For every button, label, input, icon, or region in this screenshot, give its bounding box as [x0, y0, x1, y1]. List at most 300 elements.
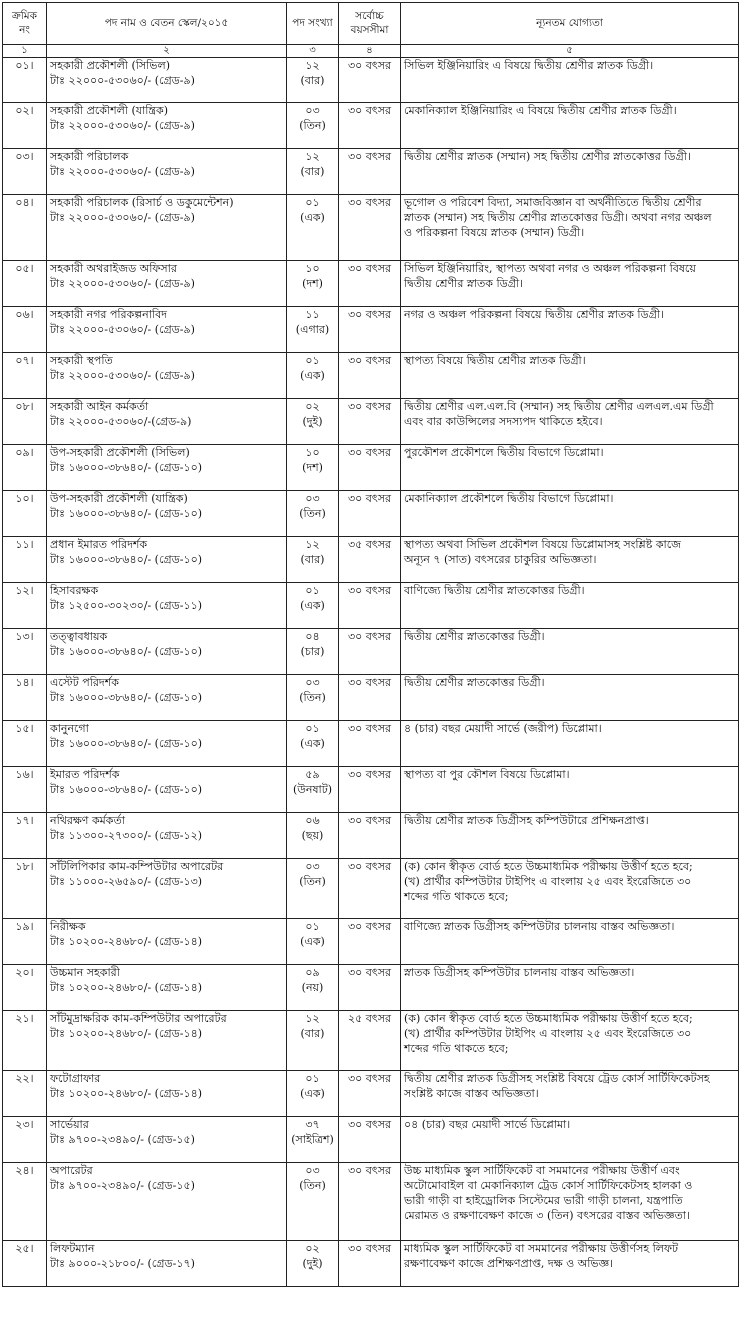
post-count-word: (দশ) — [302, 276, 323, 290]
post-name: কানুনগো — [50, 722, 89, 735]
post-count-word: (দুই) — [302, 414, 323, 428]
qualification-line: উচ্চ মাধ্যমিক স্কুল সার্টিফিকেট বা সমমানের পরীক্ষায় উত্তীর্ণ এবং — [404, 1164, 680, 1177]
qualification-line: নগর ও অঞ্চল পরিকল্পনা বিষয়ে দ্বিতীয় শ্রেণীর স্নাতক ডিগ্রী। — [404, 308, 664, 321]
post-cell — [47, 1117, 287, 1163]
age-limit-cell: ৩০ বৎসর — [339, 629, 401, 675]
post-count-word: (বার) — [300, 73, 325, 87]
qualification-line: দ্বিতীয় শ্রেণীর এল.এল.বি (সম্মান) সহ দ্বিতীয় শ্রেণীর এলএল.এম ডিগ্রী — [404, 400, 714, 413]
age-limit-cell: ৩০ বৎসর — [339, 919, 401, 965]
qualification-line: এবং বার কাউন্সিলের সদস্যপদ থাকিতে হইবে। — [404, 414, 603, 428]
pay-scale: টাঃ ১২৫০০-৩০২৩০/- (গ্রেড-১১) — [50, 598, 203, 612]
col-number: ৪ — [339, 45, 401, 58]
pay-scale: টাঃ ১০২০০-২৪৬৮০/- (গ্রেড-১৪) — [50, 1086, 203, 1100]
qualification-line: ভূগোল ও পরিবেশ বিদ্যা, সমাজবিজ্ঞান বা অর্থনীতিতে দ্বিতীয় শ্রেণীর — [404, 196, 702, 209]
table-row — [3, 195, 739, 261]
pay-scale: টাঃ ১০২০০-২৪৬৮০/- (গ্রেড-১৪) — [50, 1026, 203, 1040]
post-name: সার্ভেয়ার — [50, 1118, 89, 1131]
post-count-word: (এক) — [300, 368, 325, 382]
serial-cell: ০২। — [3, 103, 47, 149]
count-cell — [287, 1163, 339, 1241]
count-cell — [287, 919, 339, 965]
post-count-word: (বার) — [300, 1026, 325, 1040]
post-count: ০৩ — [305, 676, 320, 689]
post-count-word: (তিন) — [299, 506, 326, 520]
count-cell — [287, 195, 339, 261]
qualification-line: স্থাপত্য বিষয়ে দ্বিতীয় শ্রেণীর স্নাতক ডিগ্রী। — [404, 354, 586, 367]
post-cell — [47, 813, 287, 859]
post-count: ০১ — [305, 1072, 320, 1085]
header-row — [3, 3, 739, 45]
table-row — [3, 491, 739, 537]
qualification-line: দ্বিতীয় শ্রেণীর স্নাতক (সম্মান) সহ দ্বিতীয় শ্রেণীর স্নাতকোত্তর ডিগ্রী। — [404, 150, 691, 163]
pay-scale: টাঃ ১১৩০০-২৭৩০০/- (গ্রেড-১২) — [50, 828, 203, 842]
post-count: ০১ — [305, 722, 320, 735]
count-cell — [287, 491, 339, 537]
post-count: ৩৭ — [305, 1118, 320, 1131]
post-cell — [47, 919, 287, 965]
qualification-line: দ্বিতীয় শ্রেণীর স্নাতকোত্তর ডিগ্রী। — [404, 676, 545, 689]
post-cell — [47, 353, 287, 399]
table-row — [3, 721, 739, 767]
qualification-line: রক্ষণাবেক্ষণ কাজে প্রশিক্ষণপ্রাপ্ত, দক্ষ ও অভিজ্ঞ। — [404, 1256, 614, 1270]
qualification-line: সিভিল ইঞ্জিনিয়ারিং এ বিষয়ে দ্বিতীয় শ্রেণীর স্নাতক ডিগ্রী। — [404, 59, 654, 72]
serial-cell: ১৩। — [3, 629, 47, 675]
age-limit-cell: ৩০ বৎসর — [339, 813, 401, 859]
qualification-cell — [401, 675, 739, 721]
post-name: অপারেটর — [50, 1164, 93, 1177]
qualification-line: ভারী গাড়ী বা হাইড্রোলিক সিস্টেমের ভারী গাড়ী চালনা, যন্ত্রপাতি — [404, 1193, 683, 1207]
post-name: প্রধান ইমারত পরিদর্শক — [50, 538, 148, 551]
age-limit-cell: ৩০ বৎসর — [339, 399, 401, 445]
table-row — [3, 629, 739, 675]
count-cell — [287, 537, 339, 583]
count-cell — [287, 58, 339, 103]
pay-scale: টাঃ ২২০০০-৫৩০৬০/- (গ্রেড-৯) — [50, 118, 195, 132]
count-cell — [287, 149, 339, 195]
col-number: ১ — [3, 45, 47, 58]
qualification-cell — [401, 353, 739, 399]
qualification-line: ৪ (চার) বছর মেয়াদী সার্ভে (জরীপ) ডিপ্লোমা। — [404, 722, 602, 735]
qualification-line: স্নাতক ডিগ্রীসহ কম্পিউটার চালনায় বাস্তব অভিজ্ঞতা। — [404, 966, 635, 979]
table-row — [3, 307, 739, 353]
serial-cell: ১৭। — [3, 813, 47, 859]
post-name: সহকারী পরিচালক (রিসার্চ ও ডকুমেন্টেশন) — [50, 196, 234, 209]
post-count: ১১ — [305, 308, 320, 321]
serial-cell: ০৩। — [3, 149, 47, 195]
pay-scale: টাঃ ১৬০০০-৩৮৬৪০/- (গ্রেড-১০) — [50, 736, 203, 750]
qualification-line: দ্বিতীয় শ্রেণীর স্নাতক ডিগ্রীসহ কম্পিউটারে প্রশিক্ষনপ্রাপ্ত। — [404, 814, 649, 827]
qualification-cell — [401, 965, 739, 1011]
table-row — [3, 767, 739, 813]
post-cell — [47, 491, 287, 537]
post-cell — [47, 195, 287, 261]
count-cell — [287, 1241, 339, 1287]
pay-scale: টাঃ ১৬০০০-৩৮৬৪০/- (গ্রেড-১০) — [50, 460, 203, 474]
post-cell — [47, 149, 287, 195]
post-name: ফটোগ্রাফার — [50, 1072, 101, 1085]
table-row — [3, 149, 739, 195]
serial-cell: ১০। — [3, 491, 47, 537]
age-limit-cell: ৩০ বৎসর — [339, 1117, 401, 1163]
post-cell — [47, 261, 287, 307]
pay-scale: টাঃ ১৬০০০-৩৮৬৪০/- (গ্রেড-১০) — [50, 644, 203, 658]
post-name: সহকারী প্রকৌশলী (যান্ত্রিক) — [50, 104, 169, 117]
post-cell — [47, 767, 287, 813]
count-cell — [287, 859, 339, 919]
qualification-cell — [401, 149, 739, 195]
qualification-line: (খ) প্রার্থীর কম্পিউটার টাইপিং এ বাংলায় ২৫ এবং ইংরেজিতে ৩০ — [404, 874, 692, 888]
post-name: সহকারী প্রকৌশলী (সিভিল) — [50, 59, 170, 72]
qualification-line: দ্বিতীয় শ্রেণীর স্নাতকোত্তর ডিগ্রী। — [404, 630, 545, 643]
qualification-line: (ক) কোন স্বীকৃত বোর্ড হতে উচ্চমাধ্যমিক পরীক্ষায় উত্তীর্ণ হতে হবে; — [404, 1012, 693, 1025]
post-count-word: (এগার) — [295, 322, 330, 336]
post-cell — [47, 1163, 287, 1241]
count-cell — [287, 1117, 339, 1163]
header-age: সর্বোচ্চ বয়সসীমা — [339, 3, 401, 45]
qualification-line: দ্বিতীয় শ্রেণীর স্নাতক ডিগ্রী। — [404, 276, 524, 290]
post-count: ০৩ — [305, 104, 320, 117]
pay-scale: টাঃ ৯০০০-২১৮০০/- (গ্রেড-১৭) — [50, 1256, 195, 1270]
qualification-line: মাধ্যমিক স্কুল সার্টিফিকেট বা সমমানের পরীক্ষায় উত্তীর্ণসহ লিফট — [404, 1242, 679, 1255]
table-body — [3, 58, 739, 1287]
pay-scale: টাঃ ১৬০০০-৩৮৬৪০/- (গ্রেড-১০) — [50, 552, 203, 566]
pay-scale: টাঃ ১১০০০-২৬৫৯০/- (গ্রেড-১৩) — [50, 874, 203, 888]
qualification-cell — [401, 629, 739, 675]
qualification-line: অন্যূন ৭ (সাত) বৎসরের চাকুরির অভিজ্ঞতা। — [404, 552, 597, 566]
post-count: ০৩ — [305, 1164, 320, 1177]
qualification-cell — [401, 491, 739, 537]
serial-cell: ২২। — [3, 1071, 47, 1117]
age-limit-cell: ৩৫ বৎসর — [339, 537, 401, 583]
post-count-word: (দুই) — [302, 1256, 323, 1270]
age-limit-cell: ৩০ বৎসর — [339, 353, 401, 399]
post-name: তত্ত্বাবধায়ক — [50, 630, 108, 643]
table-row — [3, 859, 739, 919]
post-count: ১২ — [305, 150, 320, 163]
age-limit-cell: ৩০ বৎসর — [339, 491, 401, 537]
post-count-word: (দশ) — [302, 460, 323, 474]
serial-cell: ২৪। — [3, 1163, 47, 1241]
count-cell — [287, 813, 339, 859]
serial-cell: ০৫। — [3, 261, 47, 307]
qualification-line: মেকানিক্যাল প্রকৌশলে দ্বিতীয় বিভাগে ডিপ্লোমা। — [404, 492, 614, 505]
qualification-cell — [401, 195, 739, 261]
post-cell — [47, 583, 287, 629]
post-cell — [47, 1071, 287, 1117]
post-count-word: (এক) — [300, 934, 325, 948]
qualification-line: ০৪ (চার) বছর মেয়াদী সার্ভে ডিপ্লোমা। — [404, 1118, 571, 1131]
count-cell — [287, 445, 339, 491]
post-name: সহকারী নগর পরিকল্পনাবিদ — [50, 308, 167, 321]
post-count: ০৩ — [305, 492, 320, 505]
serial-cell: ০৪। — [3, 195, 47, 261]
qualification-cell — [401, 767, 739, 813]
age-limit-cell: ৩০ বৎসর — [339, 1071, 401, 1117]
serial-cell: ১৬। — [3, 767, 47, 813]
post-name: সহকারী স্থপতি — [50, 354, 113, 367]
post-count-word: (চার) — [300, 644, 325, 658]
post-name: এস্টেট পরিদর্শক — [50, 676, 119, 689]
col-number: ৫ — [401, 45, 739, 58]
serial-cell: ১১। — [3, 537, 47, 583]
qualification-line: বাণিজ্যে দ্বিতীয় শ্রেণীর স্নাতকোত্তর ডিগ্রী। — [404, 584, 585, 597]
qualification-line: মেরামত ও রক্ষণাবেক্ষণ কাজে ৩ (তিন) বৎসরের বাস্তব অভিজ্ঞতা। — [404, 1208, 690, 1222]
pay-scale: টাঃ ১০২০০-২৪৬৮০/- (গ্রেড-১৪) — [50, 934, 203, 948]
age-limit-cell: ৩০ বৎসর — [339, 195, 401, 261]
post-cell — [47, 58, 287, 103]
table-row — [3, 103, 739, 149]
post-count: ১২ — [305, 1012, 320, 1025]
post-count-word: (এক) — [300, 1086, 325, 1100]
post-count-word: (উনষাট) — [293, 782, 332, 796]
post-cell — [47, 859, 287, 919]
pay-scale: টাঃ ২২০০০-৫৩০৬০/- (গ্রেড-৯) — [50, 164, 195, 178]
qualification-cell — [401, 813, 739, 859]
post-count-word: (বার) — [300, 552, 325, 566]
post-count-word: (তিন) — [299, 874, 326, 888]
table-row — [3, 58, 739, 103]
serial-cell: ১২। — [3, 583, 47, 629]
post-count: ০২ — [305, 400, 320, 413]
post-count: ৫৯ — [305, 768, 320, 781]
qualification-line: দ্বিতীয় শ্রেণীর স্নাতক ডিগ্রীসহ সংশ্লিষ্ট বিষয়ে ট্রেড কোর্স সার্টিফিকেটসহ — [404, 1072, 710, 1085]
qualification-line: সিভিল ইঞ্জিনিয়ারিং, স্থাপত্য অথবা নগর ও অঞ্চল পরিকল্পনা বিষয়ে — [404, 262, 696, 275]
serial-cell: ২৩। — [3, 1117, 47, 1163]
qualification-cell — [401, 58, 739, 103]
qualification-line: পুরকৌশল প্রকৌশলে দ্বিতীয় বিভাগে ডিপ্লোমা। — [404, 446, 604, 459]
post-count-word: (তিন) — [299, 118, 326, 132]
count-cell — [287, 721, 339, 767]
post-name: ইমারত পরিদর্শক — [50, 768, 120, 781]
post-count: ১০ — [305, 262, 320, 275]
qualification-cell — [401, 1117, 739, 1163]
age-limit-cell: ৩০ বৎসর — [339, 307, 401, 353]
serial-cell: ০১। — [3, 58, 47, 103]
count-cell — [287, 1011, 339, 1071]
post-count: ০৬ — [305, 814, 320, 827]
age-limit-cell: ৩০ বৎসর — [339, 859, 401, 919]
col-number: ২ — [47, 45, 287, 58]
qualification-line: (খ) প্রার্থীর কম্পিউটার টাইপিং এ বাংলায় ২৫ এবং ইংরেজিতে ৩০ — [404, 1026, 692, 1040]
count-cell — [287, 767, 339, 813]
count-cell — [287, 261, 339, 307]
count-cell — [287, 629, 339, 675]
post-name: সাঁটমুদ্রাক্ষরিক কাম-কম্পিউটার অপারেটর — [50, 1012, 227, 1025]
age-limit-cell: ৩০ বৎসর — [339, 767, 401, 813]
post-count: ০১ — [305, 354, 320, 367]
post-count-word: (এক) — [300, 736, 325, 750]
recruitment-table-sheet — [2, 2, 738, 1287]
qualification-cell — [401, 103, 739, 149]
age-limit-cell: ৩০ বৎসর — [339, 1241, 401, 1287]
qualification-cell — [401, 1241, 739, 1287]
post-count: ১২ — [305, 538, 320, 551]
table-row — [3, 353, 739, 399]
post-cell — [47, 1011, 287, 1071]
qualification-cell — [401, 445, 739, 491]
post-count-word: (তিন) — [299, 690, 326, 704]
serial-cell: ১৪। — [3, 675, 47, 721]
table-row — [3, 445, 739, 491]
qualification-line: (ক) কোন স্বীকৃত বোর্ড হতে উচ্চমাধ্যমিক পরীক্ষায় উত্তীর্ণ হতে হবে; — [404, 860, 693, 873]
table-row — [3, 813, 739, 859]
post-count: ১২ — [305, 59, 320, 72]
post-count-word: (এক) — [300, 598, 325, 612]
count-cell — [287, 103, 339, 149]
pay-scale: টাঃ ২২০০০-৫৩০৬০/- (গ্রেড-৯) — [50, 73, 195, 87]
post-cell — [47, 537, 287, 583]
count-cell — [287, 353, 339, 399]
count-cell — [287, 307, 339, 353]
post-cell — [47, 721, 287, 767]
qualification-line: স্থাপত্য অথবা সিভিল প্রকৌশল বিষয়ে ডিপ্লোমাসহ সংশ্লিষ্ট কাজে — [404, 538, 681, 551]
age-limit-cell: ২৫ বৎসর — [339, 1011, 401, 1071]
table-row — [3, 261, 739, 307]
pay-scale: টাঃ ১৬০০০-৩৮৬৪০/- (গ্রেড-১০) — [50, 782, 203, 796]
post-cell — [47, 103, 287, 149]
count-cell — [287, 1071, 339, 1117]
post-cell — [47, 307, 287, 353]
post-count-word: (সাইত্রিশ) — [291, 1132, 334, 1146]
count-cell — [287, 583, 339, 629]
age-limit-cell: ৩০ বৎসর — [339, 675, 401, 721]
col-number: ৩ — [287, 45, 339, 58]
pay-scale: টাঃ ২২০০০-৫৩০৬০/-(গ্রেড-৯) — [50, 414, 192, 428]
post-name: লিফটম্যান — [50, 1242, 95, 1255]
qualification-line: মেকানিক্যাল ইঞ্জিনিয়ারিং এ বিষয়ে দ্বিতীয় শ্রেণীর স্নাতক ডিগ্রী। — [404, 104, 677, 117]
post-count: ০৩ — [305, 860, 320, 873]
table-row — [3, 1241, 739, 1287]
table-row — [3, 583, 739, 629]
post-count: ০৪ — [305, 630, 320, 643]
post-count-word: (তিন) — [299, 1178, 326, 1192]
table-row — [3, 965, 739, 1011]
post-name: উপ-সহকারী প্রকৌশলী (সিভিল) — [50, 446, 190, 459]
post-cell — [47, 629, 287, 675]
count-cell — [287, 965, 339, 1011]
qualification-cell — [401, 1071, 739, 1117]
qualification-cell — [401, 583, 739, 629]
table-row — [3, 919, 739, 965]
header-serial: ক্রমিক নং — [3, 3, 47, 45]
post-name: সহকারী আইন কর্মকর্তা — [50, 400, 149, 413]
serial-cell: ১৮। — [3, 859, 47, 919]
post-cell — [47, 1241, 287, 1287]
qualification-cell — [401, 399, 739, 445]
qualification-line: অটোমোবাইল বা মেকানিক্যাল ট্রেড কোর্স সার্টিফিকেটসহ হালকা ও — [404, 1178, 693, 1192]
table-row — [3, 675, 739, 721]
recruitment-table — [2, 2, 739, 1287]
post-name: সহকারী অথরাইজড অফিসার — [50, 262, 177, 275]
pay-scale: টাঃ ৯৭০০-২৩৪৯০/- (গ্রেড-১৫) — [50, 1132, 195, 1146]
pay-scale: টাঃ ১৬০০০-৩৮৬৪০/- (গ্রেড-১০) — [50, 690, 203, 704]
age-limit-cell: ৩০ বৎসর — [339, 58, 401, 103]
age-limit-cell: ৩০ বৎসর — [339, 149, 401, 195]
age-limit-cell: ৩০ বৎসর — [339, 721, 401, 767]
post-count: ০২ — [305, 1242, 320, 1255]
table-row — [3, 1163, 739, 1241]
header-post-scale: পদ নাম ও বেতন স্কেল/২০১৫ — [47, 3, 287, 45]
post-name: উচ্চমান সহকারী — [50, 966, 120, 979]
serial-cell: ১৯। — [3, 919, 47, 965]
pay-scale: টাঃ ১৬০০০-৩৮৬৪০/- (গ্রেড-১০) — [50, 506, 203, 520]
table-row — [3, 399, 739, 445]
table-row — [3, 1011, 739, 1071]
post-count: ০৯ — [305, 966, 320, 979]
post-count: ০১ — [305, 196, 320, 209]
post-cell — [47, 445, 287, 491]
post-name: উপ-সহকারী প্রকৌশলী (যান্ত্রিক) — [50, 492, 188, 505]
qualification-cell — [401, 1011, 739, 1071]
table-row — [3, 537, 739, 583]
age-limit-cell: ৩০ বৎসর — [339, 1163, 401, 1241]
post-cell — [47, 399, 287, 445]
pay-scale: টাঃ ২২০০০-৫৩০৬০/- (গ্রেড-৯) — [50, 276, 195, 290]
qualification-cell — [401, 721, 739, 767]
post-name: নিরীক্ষক — [50, 920, 86, 933]
qualification-cell — [401, 859, 739, 919]
qualification-line: শব্দের গতি থাকতে হবে; — [404, 889, 509, 903]
header-count: পদ সংখ্যা — [287, 3, 339, 45]
qualification-line: বাণিজ্যে স্নাতক ডিগ্রীসহ কম্পিউটার চালনায় বাস্তব অভিজ্ঞতা। — [404, 920, 675, 933]
post-name: সহকারী পরিচালক — [50, 150, 129, 163]
post-count-word: (এক) — [300, 210, 325, 224]
qualification-line: ও পরিকল্পনা বিষয়ে স্নাতক (সম্মান) ডিগ্রী। — [404, 225, 585, 239]
qualification-cell — [401, 537, 739, 583]
pay-scale: টাঃ ৯৭০০-২৩৪৯০/- (গ্রেড-১৫) — [50, 1178, 195, 1192]
table-row — [3, 1071, 739, 1117]
pay-scale: টাঃ ১০২০০-২৪৬৮০/- (গ্রেড-১৪) — [50, 980, 203, 994]
column-number-row — [3, 45, 739, 58]
qualification-cell — [401, 1163, 739, 1241]
post-name: সাঁটলিপিকার কাম-কম্পিউটার অপারেটর — [50, 860, 224, 873]
qualification-cell — [401, 307, 739, 353]
age-limit-cell: ৩০ বৎসর — [339, 103, 401, 149]
count-cell — [287, 675, 339, 721]
age-limit-cell: ৩০ বৎসর — [339, 261, 401, 307]
qualification-line: স্থাপত্য বা পুর কৌশল বিষয়ে ডিপ্লোমা। — [404, 768, 570, 781]
post-cell — [47, 675, 287, 721]
serial-cell: ০৯। — [3, 445, 47, 491]
serial-cell: ০৬। — [3, 307, 47, 353]
post-name: হিসাবরক্ষক — [50, 584, 99, 597]
post-cell — [47, 965, 287, 1011]
age-limit-cell: ৩০ বৎসর — [339, 583, 401, 629]
post-count: ০১ — [305, 584, 320, 597]
count-cell — [287, 399, 339, 445]
serial-cell: ০৭। — [3, 353, 47, 399]
pay-scale: টাঃ ২২০০০-৫৩০৬০/- (গ্রেড-৯) — [50, 210, 195, 224]
post-count: ০১ — [305, 920, 320, 933]
header-qualification: ন্যূনতম যোগ্যতা — [401, 3, 739, 45]
post-count-word: (বার) — [300, 164, 325, 178]
qualification-line: স্নাতক (সম্মান) সহ দ্বিতীয় শ্রেণীর স্নাতকোত্তর ডিগ্রী। অথবা নগর অঞ্চল — [404, 210, 712, 224]
pay-scale: টাঃ ২২০০০-৫৩০৬০/- (গ্রেড-৯) — [50, 368, 195, 382]
qualification-line: সংশ্লিষ্ট কাজে বাস্তব অভিজ্ঞতা। — [404, 1086, 539, 1100]
post-count-word: (নয়) — [301, 980, 324, 994]
serial-cell: ১৫। — [3, 721, 47, 767]
serial-cell: ২৫। — [3, 1241, 47, 1287]
table-row — [3, 1117, 739, 1163]
pay-scale: টাঃ ২২০০০-৫৩০৬০/- (গ্রেড-৯) — [50, 322, 195, 336]
age-limit-cell: ৩০ বৎসর — [339, 445, 401, 491]
serial-cell: ২১। — [3, 1011, 47, 1071]
age-limit-cell: ৩০ বৎসর — [339, 965, 401, 1011]
post-name: নথিরক্ষণ কর্মকর্তা — [50, 814, 125, 827]
post-count: ১০ — [305, 446, 320, 459]
serial-cell: ০৮। — [3, 399, 47, 445]
post-count-word: (ছয়) — [301, 828, 324, 842]
